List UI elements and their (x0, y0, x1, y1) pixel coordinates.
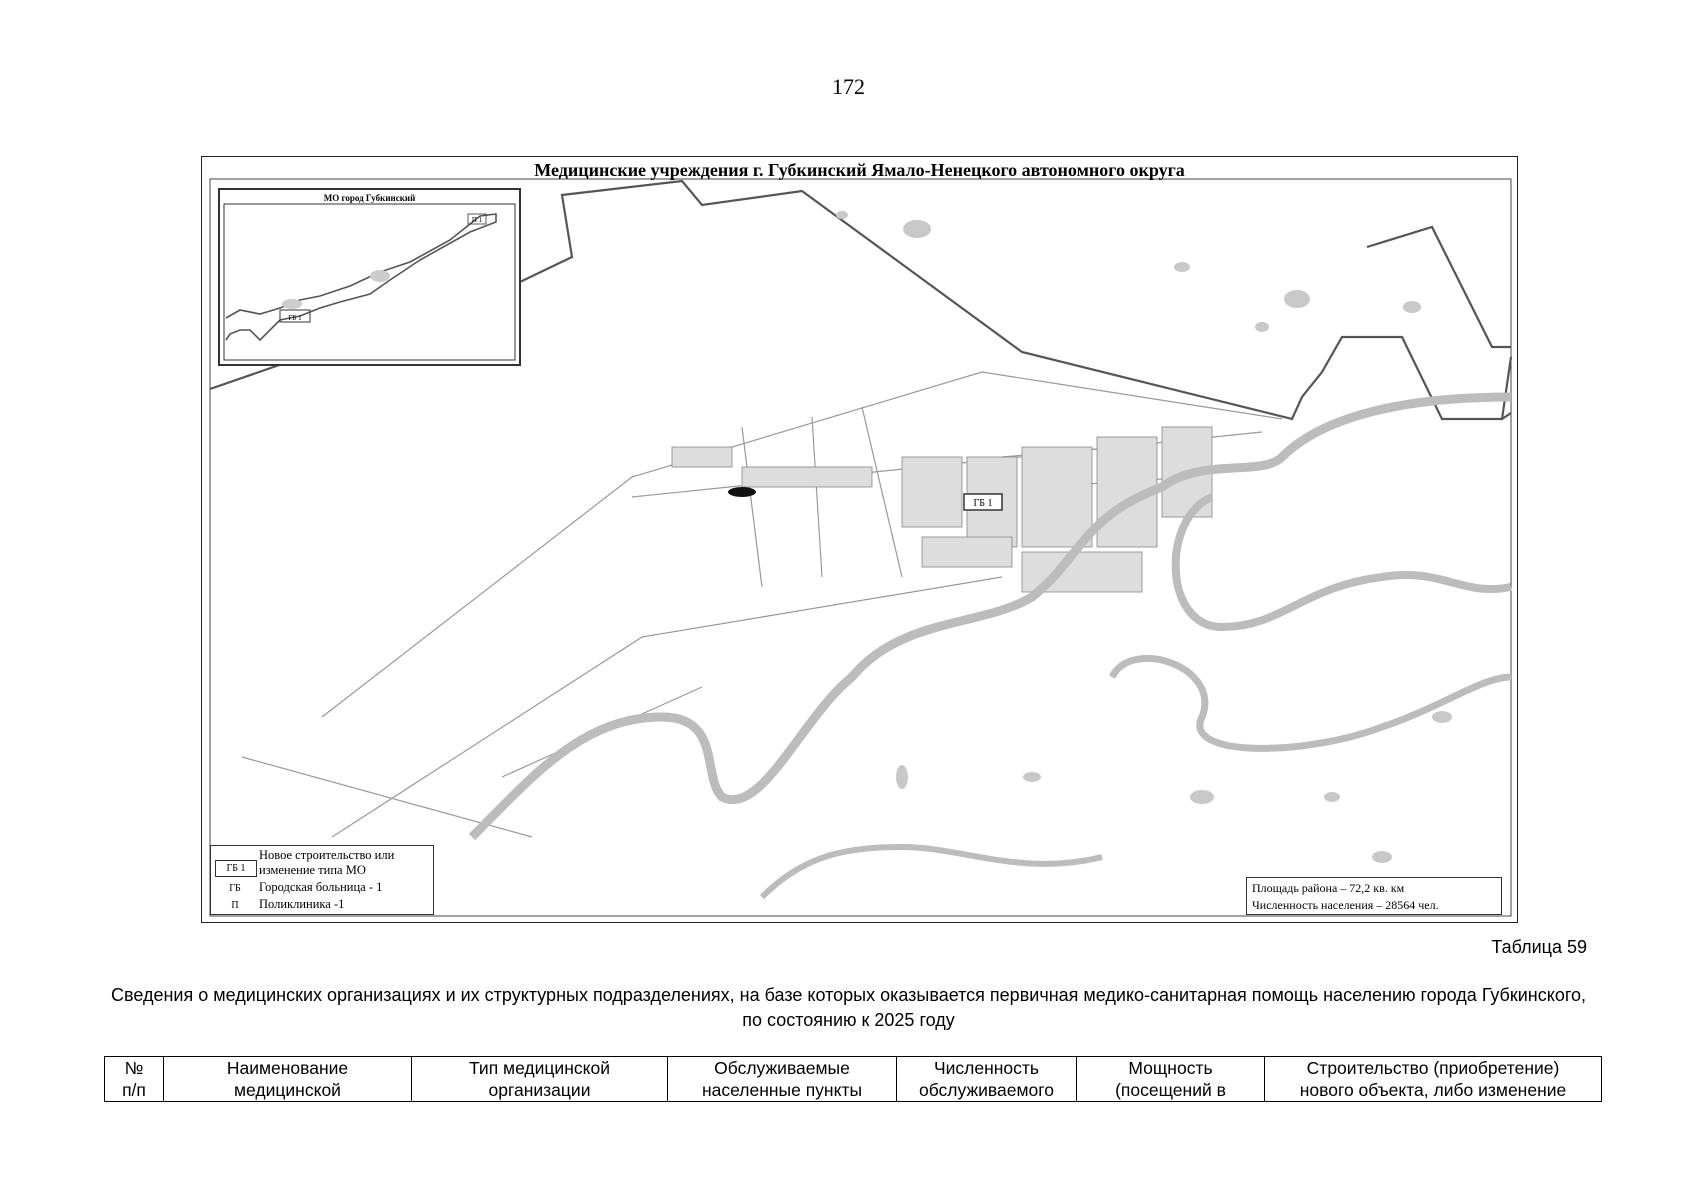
legend-symbol-clinic: П (231, 900, 239, 911)
header-population: Численность обслуживаемого (897, 1057, 1077, 1102)
legend-text-new-construction: Новое строительство или изменение типа МО (259, 848, 395, 877)
svg-text:ГБ 1: ГБ 1 (973, 498, 993, 509)
medical-organizations-table (104, 1056, 1602, 1102)
table-header-row (105, 1057, 1602, 1102)
header-name: Наименование медицинской (164, 1057, 412, 1102)
page-number: 172 (832, 74, 865, 99)
svg-text:ГБ 1: ГБ 1 (288, 314, 302, 322)
hospital-marker (964, 494, 1002, 510)
header-construction: Строительство (приобретение) нового объекта, либо изменение (1265, 1057, 1602, 1102)
table-label: Таблица 59 (1491, 937, 1587, 957)
area-stat: Площадь района – 72,2 кв. км (1252, 881, 1405, 895)
svg-text:П 1: П 1 (471, 216, 483, 224)
header-capacity: Мощность (посещений в (1077, 1057, 1265, 1102)
map-title: Медицинские учреждения г. Губкинский Ямало-Ненецкого автономного округа (534, 160, 1185, 180)
header-type: Тип медицинской организации (412, 1057, 668, 1102)
inset-title: МО город Губкинский (323, 193, 416, 203)
legend-text-hospital: Городская больница - 1 (259, 880, 383, 894)
airport-symbol (728, 487, 756, 497)
legend-symbol-new-construction: ГБ 1 (215, 860, 257, 877)
map-figure (201, 156, 1518, 923)
table-caption: Сведения о медицинских организациях и их структурных подразделениях, на базе которых оказывается первичная медико-санитарная помощь населению города Губкинского, по состоянию к 2025 году (110, 985, 1587, 1030)
legend-text-clinic: Поликлиника -1 (259, 897, 345, 911)
header-settlements: Обслуживаемые населенные пункты (668, 1057, 897, 1102)
population-stat: Численность населения – 28564 чел. (1252, 898, 1439, 912)
legend-symbol-hospital: ГБ (229, 883, 241, 894)
inset-district-outline (226, 214, 496, 340)
inset-map (218, 188, 521, 366)
header-number: № п/п (105, 1057, 164, 1102)
map-stats (1246, 877, 1502, 915)
urban-blocks (672, 427, 1212, 592)
map-legend (210, 845, 434, 915)
